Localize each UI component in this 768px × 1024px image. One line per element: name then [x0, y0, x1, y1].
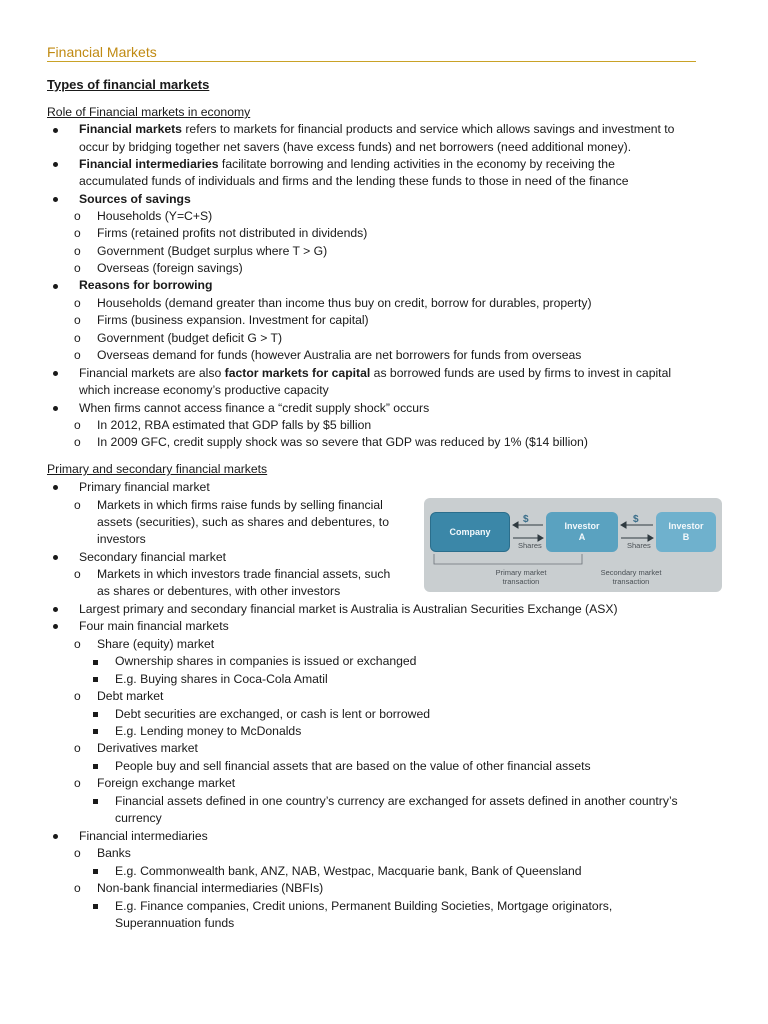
sub-bullet: o — [74, 637, 81, 651]
bullet — [53, 834, 58, 839]
list-label: Reasons for borrowing — [79, 278, 213, 292]
paragraph-line: When firms cannot access finance a “credit supply shock” occurs — [79, 401, 430, 415]
paragraph-line: Financial markets are also factor markets for capital as borrowed funds are used by firms to invest in capital — [79, 366, 672, 380]
primary-market-label: Primary market transaction — [495, 568, 547, 586]
list-item: Financial assets defined in one country’s currency are exchanged for assets defined in another country’s — [115, 794, 678, 808]
list-item: Four main financial markets — [79, 619, 229, 633]
square-bullet — [93, 869, 98, 874]
square-bullet — [93, 904, 98, 909]
list-item: Households (demand greater than income thus buy on credit, borrow for durables, property) — [97, 296, 592, 310]
list-item: Government (budget deficit G > T) — [97, 331, 283, 345]
list-item: Non-bank financial intermediaries (NBFIs) — [97, 881, 324, 895]
list-item: Share (equity) market — [97, 637, 215, 651]
list-item: E.g. Finance companies, Credit unions, Permanent Building Societies, Mortgage originators, — [115, 899, 613, 913]
list-item: Derivatives market — [97, 741, 198, 755]
shares-label: Shares — [518, 541, 542, 550]
square-bullet — [93, 660, 98, 665]
bullet — [53, 128, 58, 133]
list-item: Markets in which firms raise funds by selling financial — [97, 498, 383, 512]
list-item: E.g. Commonwealth bank, ANZ, NAB, Westpac, Macquarie bank, Bank of Queensland — [115, 864, 582, 878]
sub-bullet: o — [74, 689, 81, 703]
list-item: E.g. Lending money to McDonalds — [115, 724, 302, 738]
list-item: Primary financial market — [79, 480, 210, 494]
bullet — [53, 555, 58, 560]
list-item: Superannuation funds — [115, 916, 235, 930]
sub-bullet: o — [74, 348, 81, 362]
dollar-label: $ — [523, 514, 529, 525]
bullet — [53, 485, 58, 490]
sub-bullet: o — [74, 567, 81, 581]
list-item: Markets in which investors trade financial assets, such — [97, 567, 391, 581]
sub-bullet: o — [74, 261, 81, 275]
list-item: People buy and sell financial assets that are based on the value of other financial assets — [115, 759, 591, 773]
paragraph-line: Financial intermediaries facilitate borrowing and lending activities in the economy by receiving the — [79, 157, 615, 171]
shares-label: Shares — [627, 541, 651, 550]
list-item: investors — [97, 532, 146, 546]
bullet — [53, 607, 58, 612]
bullet — [53, 162, 58, 167]
paragraph-line: Financial markets refers to markets for financial products and service which allows savings and investment to — [79, 122, 675, 136]
sub-bullet: o — [74, 846, 81, 860]
dollar-label: $ — [633, 514, 639, 525]
list-item: Households (Y=C+S) — [97, 209, 213, 223]
list-item: Overseas (foreign savings) — [97, 261, 243, 275]
subheading-role: Role of Financial markets in economy — [47, 105, 251, 119]
list-item: Financial intermediaries — [79, 829, 208, 843]
list-item: Banks — [97, 846, 131, 860]
square-bullet — [93, 799, 98, 804]
sub-bullet: o — [74, 776, 81, 790]
market-transaction-diagram — [424, 498, 722, 592]
list-item: Ownership shares in companies is issued or exchanged — [115, 654, 417, 668]
square-bullet — [93, 764, 98, 769]
sub-bullet: o — [74, 741, 81, 755]
sub-bullet: o — [74, 331, 81, 345]
bullet — [53, 284, 58, 289]
paragraph-line: Largest primary and secondary financial market is Australia is Australian Securities Exchange (ASX) — [79, 602, 618, 616]
list-item: Debt securities are exchanged, or cash is lent or borrowed — [115, 707, 431, 721]
secondary-market-label: Secondary market transaction — [600, 568, 662, 586]
sub-bullet: o — [74, 209, 81, 223]
square-bullet — [93, 712, 98, 717]
paragraph-line: accumulated funds of individuals and firms and the lending these funds to those in need of the finance — [79, 174, 629, 188]
list-item: Foreign exchange market — [97, 776, 236, 790]
company-box: Company — [430, 512, 510, 552]
paragraph-line: which increase economy’s productive capacity — [79, 383, 329, 397]
list-item: currency — [115, 811, 162, 825]
sub-bullet: o — [74, 418, 81, 432]
bullet — [53, 624, 58, 629]
list-item: Debt market — [97, 689, 164, 703]
list-item: E.g. Buying shares in Coca-Cola Amatil — [115, 672, 328, 686]
document-title: Financial Markets — [47, 44, 696, 62]
list-item: Firms (business expansion. Investment for capital) — [97, 313, 369, 327]
square-bullet — [93, 677, 98, 682]
bullet — [53, 371, 58, 376]
subheading-primary-secondary: Primary and secondary financial markets — [47, 462, 268, 476]
paragraph-line: occur by bridging together net savers (have excess funds) and net borrowers (need additional money). — [79, 140, 632, 154]
sub-bullet: o — [74, 435, 81, 449]
list-item: Firms (retained profits not distributed in dividends) — [97, 226, 368, 240]
sub-bullet: o — [74, 313, 81, 327]
bullet — [53, 406, 58, 411]
sub-bullet: o — [74, 881, 81, 895]
investor-b-box: Investor B — [656, 512, 716, 552]
list-item: as shares or debentures, with other investors — [97, 584, 341, 598]
list-label: Sources of savings — [79, 192, 191, 206]
list-item: assets (securities), such as shares and debentures, to — [97, 515, 389, 529]
list-item: Government (Budget surplus where T > G) — [97, 244, 328, 258]
section-heading: Types of financial markets — [47, 77, 210, 92]
list-item: Overseas demand for funds (however Australia are net borrowers for funds from overseas — [97, 348, 582, 362]
square-bullet — [93, 729, 98, 734]
list-item: Secondary financial market — [79, 550, 226, 564]
bullet — [53, 197, 58, 202]
sub-bullet: o — [74, 226, 81, 240]
investor-a-box: Investor A — [546, 512, 618, 552]
sub-bullet: o — [74, 296, 81, 310]
list-item: In 2009 GFC, credit supply shock was so severe that GDP was reduced by 1% ($14 billion) — [97, 435, 588, 449]
list-item: In 2012, RBA estimated that GDP falls by $5 billion — [97, 418, 372, 432]
sub-bullet: o — [74, 498, 81, 512]
sub-bullet: o — [74, 244, 81, 258]
